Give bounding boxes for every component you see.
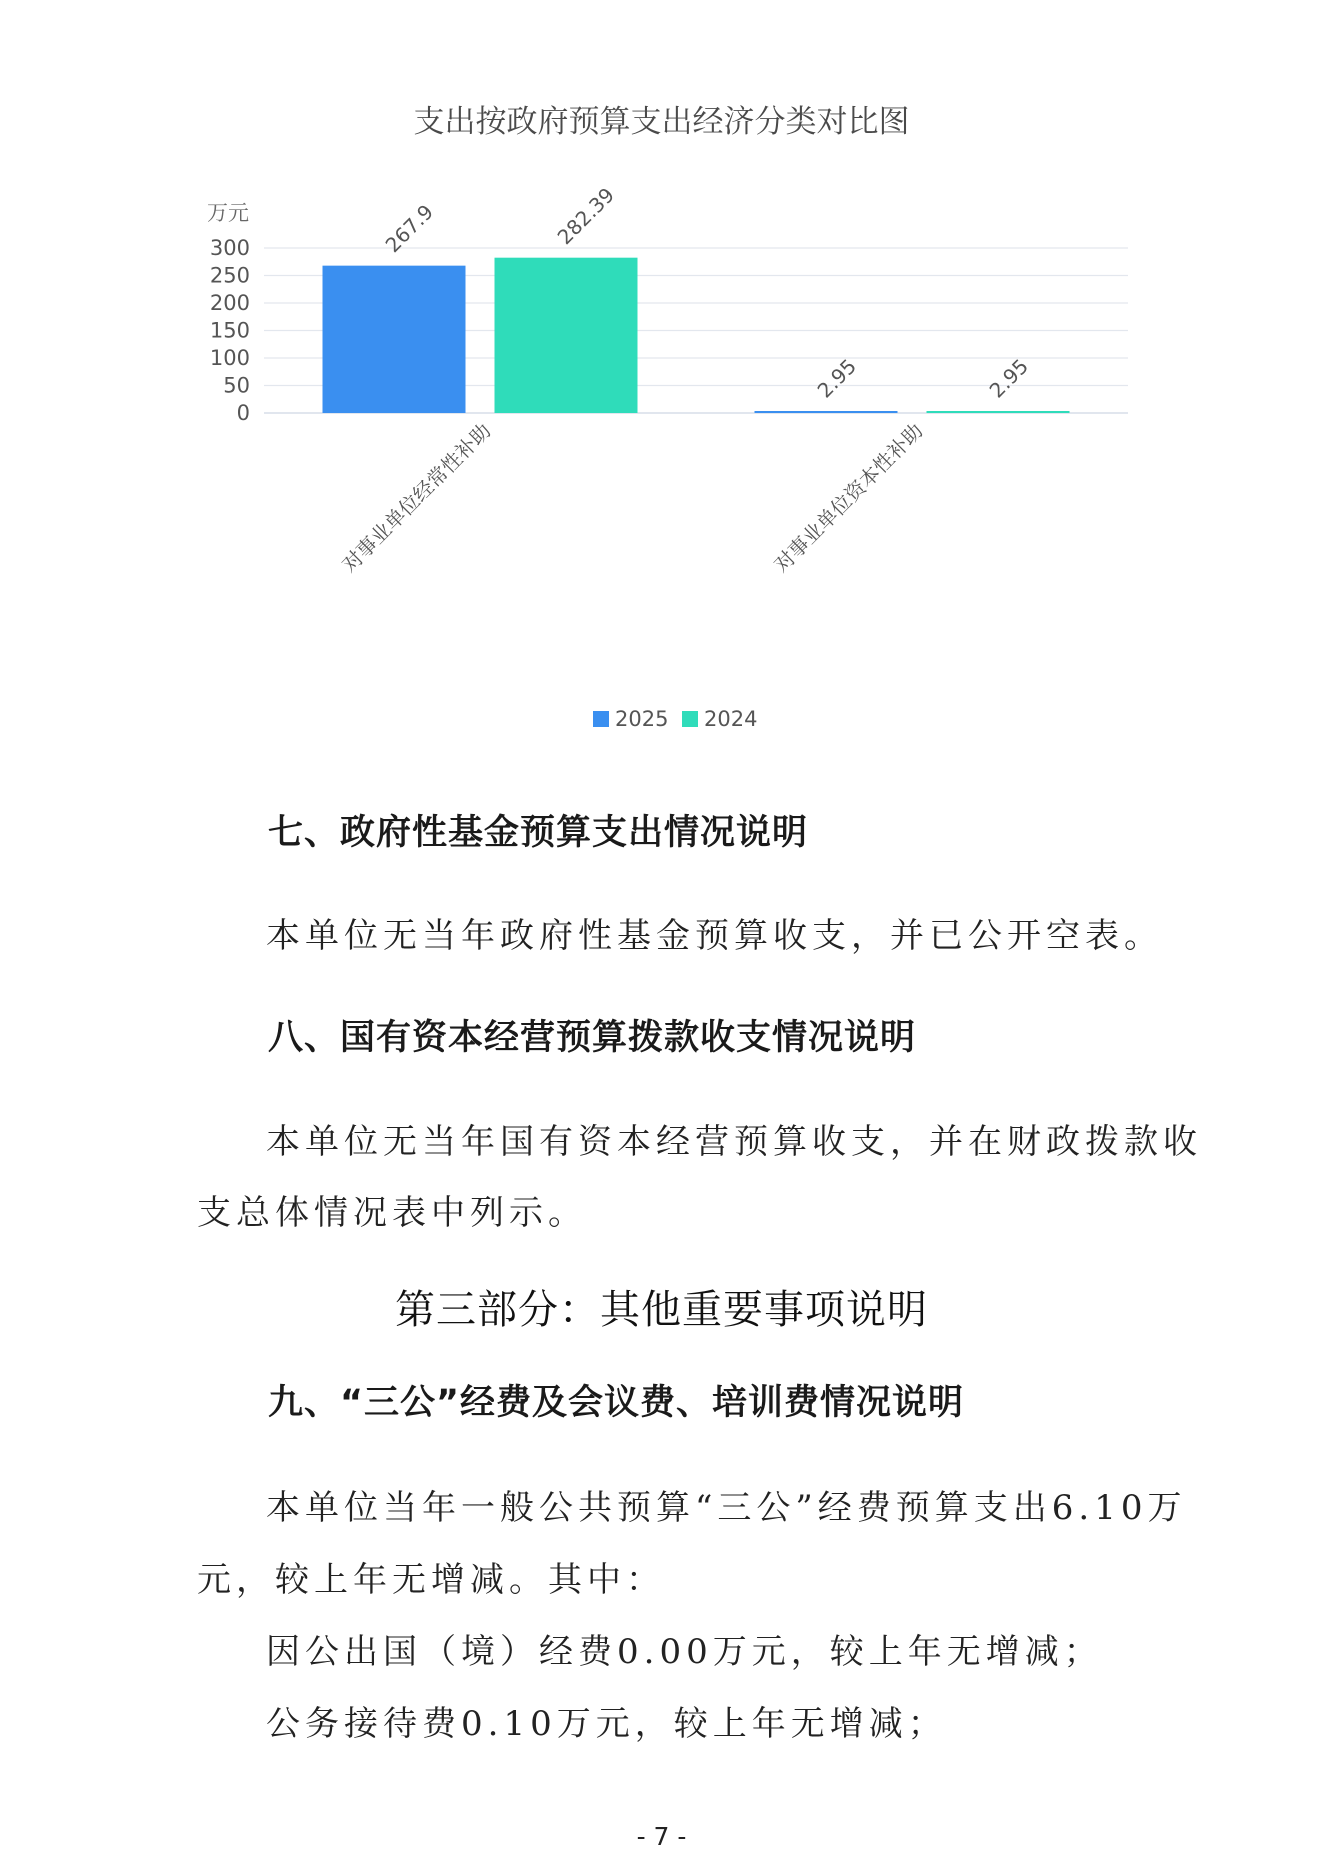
legend-swatch-2024 [682, 711, 698, 727]
legend-label-2025: 2025 [615, 707, 669, 731]
y-tick-label: 250 [209, 263, 250, 288]
chart-title: 支出按政府预算支出经济分类对比图 [413, 104, 910, 140]
page-number: - 7 - [636, 1822, 687, 1851]
part-3-title: 第三部分：其他重要事项说明 [395, 1287, 928, 1333]
y-tick-label: 300 [209, 236, 250, 260]
bar-2025-1 [323, 266, 466, 413]
bar-2024-2 [927, 411, 1070, 413]
legend-swatch-2025 [593, 711, 609, 727]
section-9-item-reception: 公务接待费0.10万元，较上年无增减； [266, 1704, 947, 1744]
y-tick-label: 150 [209, 318, 250, 343]
bar-2025-2 [755, 411, 898, 413]
data-label: 267.9 [380, 199, 439, 258]
data-label: 2.95 [812, 354, 862, 403]
legend-label-2024: 2024 [704, 707, 758, 731]
data-label: 2.95 [984, 354, 1034, 403]
x-category-label: 对事业单位经常性补助 [337, 418, 496, 577]
y-axis-unit-label: 万元 [207, 201, 249, 225]
x-category-label: 对事业单位资本性补助 [769, 418, 928, 577]
data-label: 282.39 [552, 182, 620, 250]
bar-2024-1 [495, 258, 638, 413]
y-tick-label: 0 [236, 401, 250, 425]
section-9-paragraph-line1: 本单位当年一般公共预算“三公”经费预算支出6.10万 [266, 1488, 1187, 1528]
section-9-heading: 九、“三公”经费及会议费、培训费情况说明 [268, 1383, 965, 1423]
y-tick-label: 100 [209, 346, 250, 370]
section-8-heading: 八、国有资本经营预算拨款收支情况说明 [268, 1018, 917, 1058]
section-8-paragraph-line1: 本单位无当年国有资本经营预算收支，并在财政拨款收 [266, 1122, 1202, 1162]
section-8-paragraph-line2: 支总体情况表中列示。 [197, 1193, 587, 1233]
section-7-paragraph: 本单位无当年政府性基金预算收支，并已公开空表。 [266, 916, 1163, 956]
y-tick-label: 200 [209, 291, 250, 315]
section-9-paragraph-line2: 元，较上年无增减。其中： [197, 1560, 665, 1600]
expense-comparison-chart [0, 0, 1323, 760]
y-tick-label: 50 [223, 373, 250, 398]
section-7-heading: 七、政府性基金预算支出情况说明 [268, 813, 809, 853]
section-9-item-abroad: 因公出国（境）经费0.00万元，较上年无增减； [266, 1632, 1103, 1672]
